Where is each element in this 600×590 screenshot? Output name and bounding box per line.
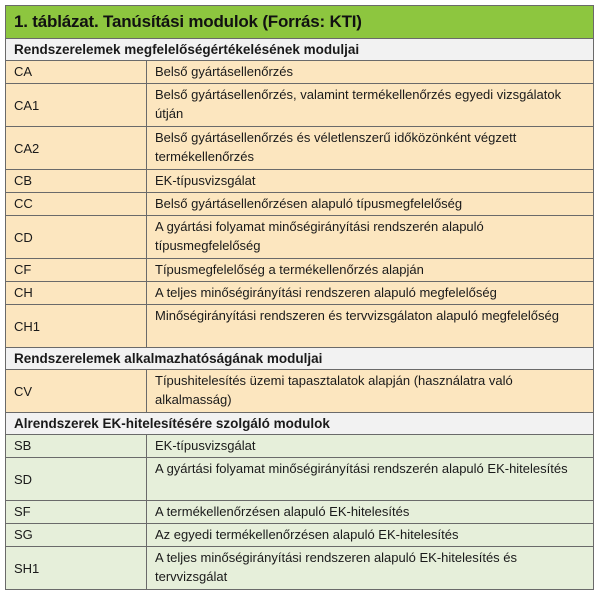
module-code: CA2 — [6, 127, 147, 170]
module-description: EK-típusvizsgálat — [147, 435, 594, 458]
module-code: SG — [6, 524, 147, 547]
module-description: Belső gyártásellenőrzés, valamint termékellenőrzés egyedi vizsgálatok útján — [147, 84, 594, 127]
module-description: Az egyedi termékellenőrzésen alapuló EK-hitelesítés — [147, 524, 594, 547]
section-header-row — [6, 348, 594, 370]
table-row — [6, 370, 594, 413]
table-row — [6, 501, 594, 524]
module-description: Típusmegfelelőség a termékellenőrzés alapján — [147, 259, 594, 282]
module-code: CC — [6, 193, 147, 216]
section-header-row — [6, 39, 594, 61]
table-row — [6, 127, 594, 170]
module-code: CH — [6, 282, 147, 305]
table-row — [6, 435, 594, 458]
module-description: EK-típusvizsgálat — [147, 170, 594, 193]
section-heading: Alrendszerek EK-hitelesítésére szolgáló modulok — [6, 413, 594, 435]
table-row — [6, 282, 594, 305]
module-code: CA1 — [6, 84, 147, 127]
table-row — [6, 305, 594, 348]
modules-table-container — [5, 5, 594, 590]
modules-table — [5, 38, 594, 590]
module-description: A termékellenőrzésen alapuló EK-hitelesítés — [147, 501, 594, 524]
table-row — [6, 259, 594, 282]
module-code: CD — [6, 216, 147, 259]
table-row — [6, 524, 594, 547]
module-description: Belső gyártásellenőrzés és véletlenszerű időközönként végzett termékellenőrzés — [147, 127, 594, 170]
module-description: Belső gyártásellenőrzés — [147, 61, 594, 84]
table-row — [6, 193, 594, 216]
table-title: 1. táblázat. Tanúsítási modulok (Forrás: KTI) — [5, 5, 594, 38]
section-header-row — [6, 413, 594, 435]
table-row — [6, 61, 594, 84]
table-row — [6, 547, 594, 590]
module-description: Minőségirányítási rendszeren és tervvizsgálaton alapuló megfelelőség — [147, 305, 594, 348]
module-code: CH1 — [6, 305, 147, 348]
module-description: Belső gyártásellenőrzésen alapuló típusmegfelelőség — [147, 193, 594, 216]
section-heading: Rendszerelemek megfelelőségértékelésének moduljai — [6, 39, 594, 61]
module-code: SD — [6, 458, 147, 501]
module-description: Típushitelesítés üzemi tapasztalatok alapján (használatra való alkalmasság) — [147, 370, 594, 413]
module-description: A teljes minőségirányítási rendszeren alapuló megfelelőség — [147, 282, 594, 305]
module-description: A teljes minőségirányítási rendszeren alapuló EK-hitelesítés és tervvizsgálat — [147, 547, 594, 590]
module-code: CV — [6, 370, 147, 413]
module-code: CF — [6, 259, 147, 282]
table-row — [6, 84, 594, 127]
section-heading: Rendszerelemek alkalmazhatóságának moduljai — [6, 348, 594, 370]
module-description: A gyártási folyamat minőségirányítási rendszerén alapuló típusmegfelelőség — [147, 216, 594, 259]
module-description: A gyártási folyamat minőségirányítási rendszerén alapuló EK-hitelesítés — [147, 458, 594, 501]
module-code: CA — [6, 61, 147, 84]
module-code: SH1 — [6, 547, 147, 590]
table-row — [6, 216, 594, 259]
table-row — [6, 458, 594, 501]
module-code: SB — [6, 435, 147, 458]
module-code: SF — [6, 501, 147, 524]
module-code: CB — [6, 170, 147, 193]
table-row — [6, 170, 594, 193]
